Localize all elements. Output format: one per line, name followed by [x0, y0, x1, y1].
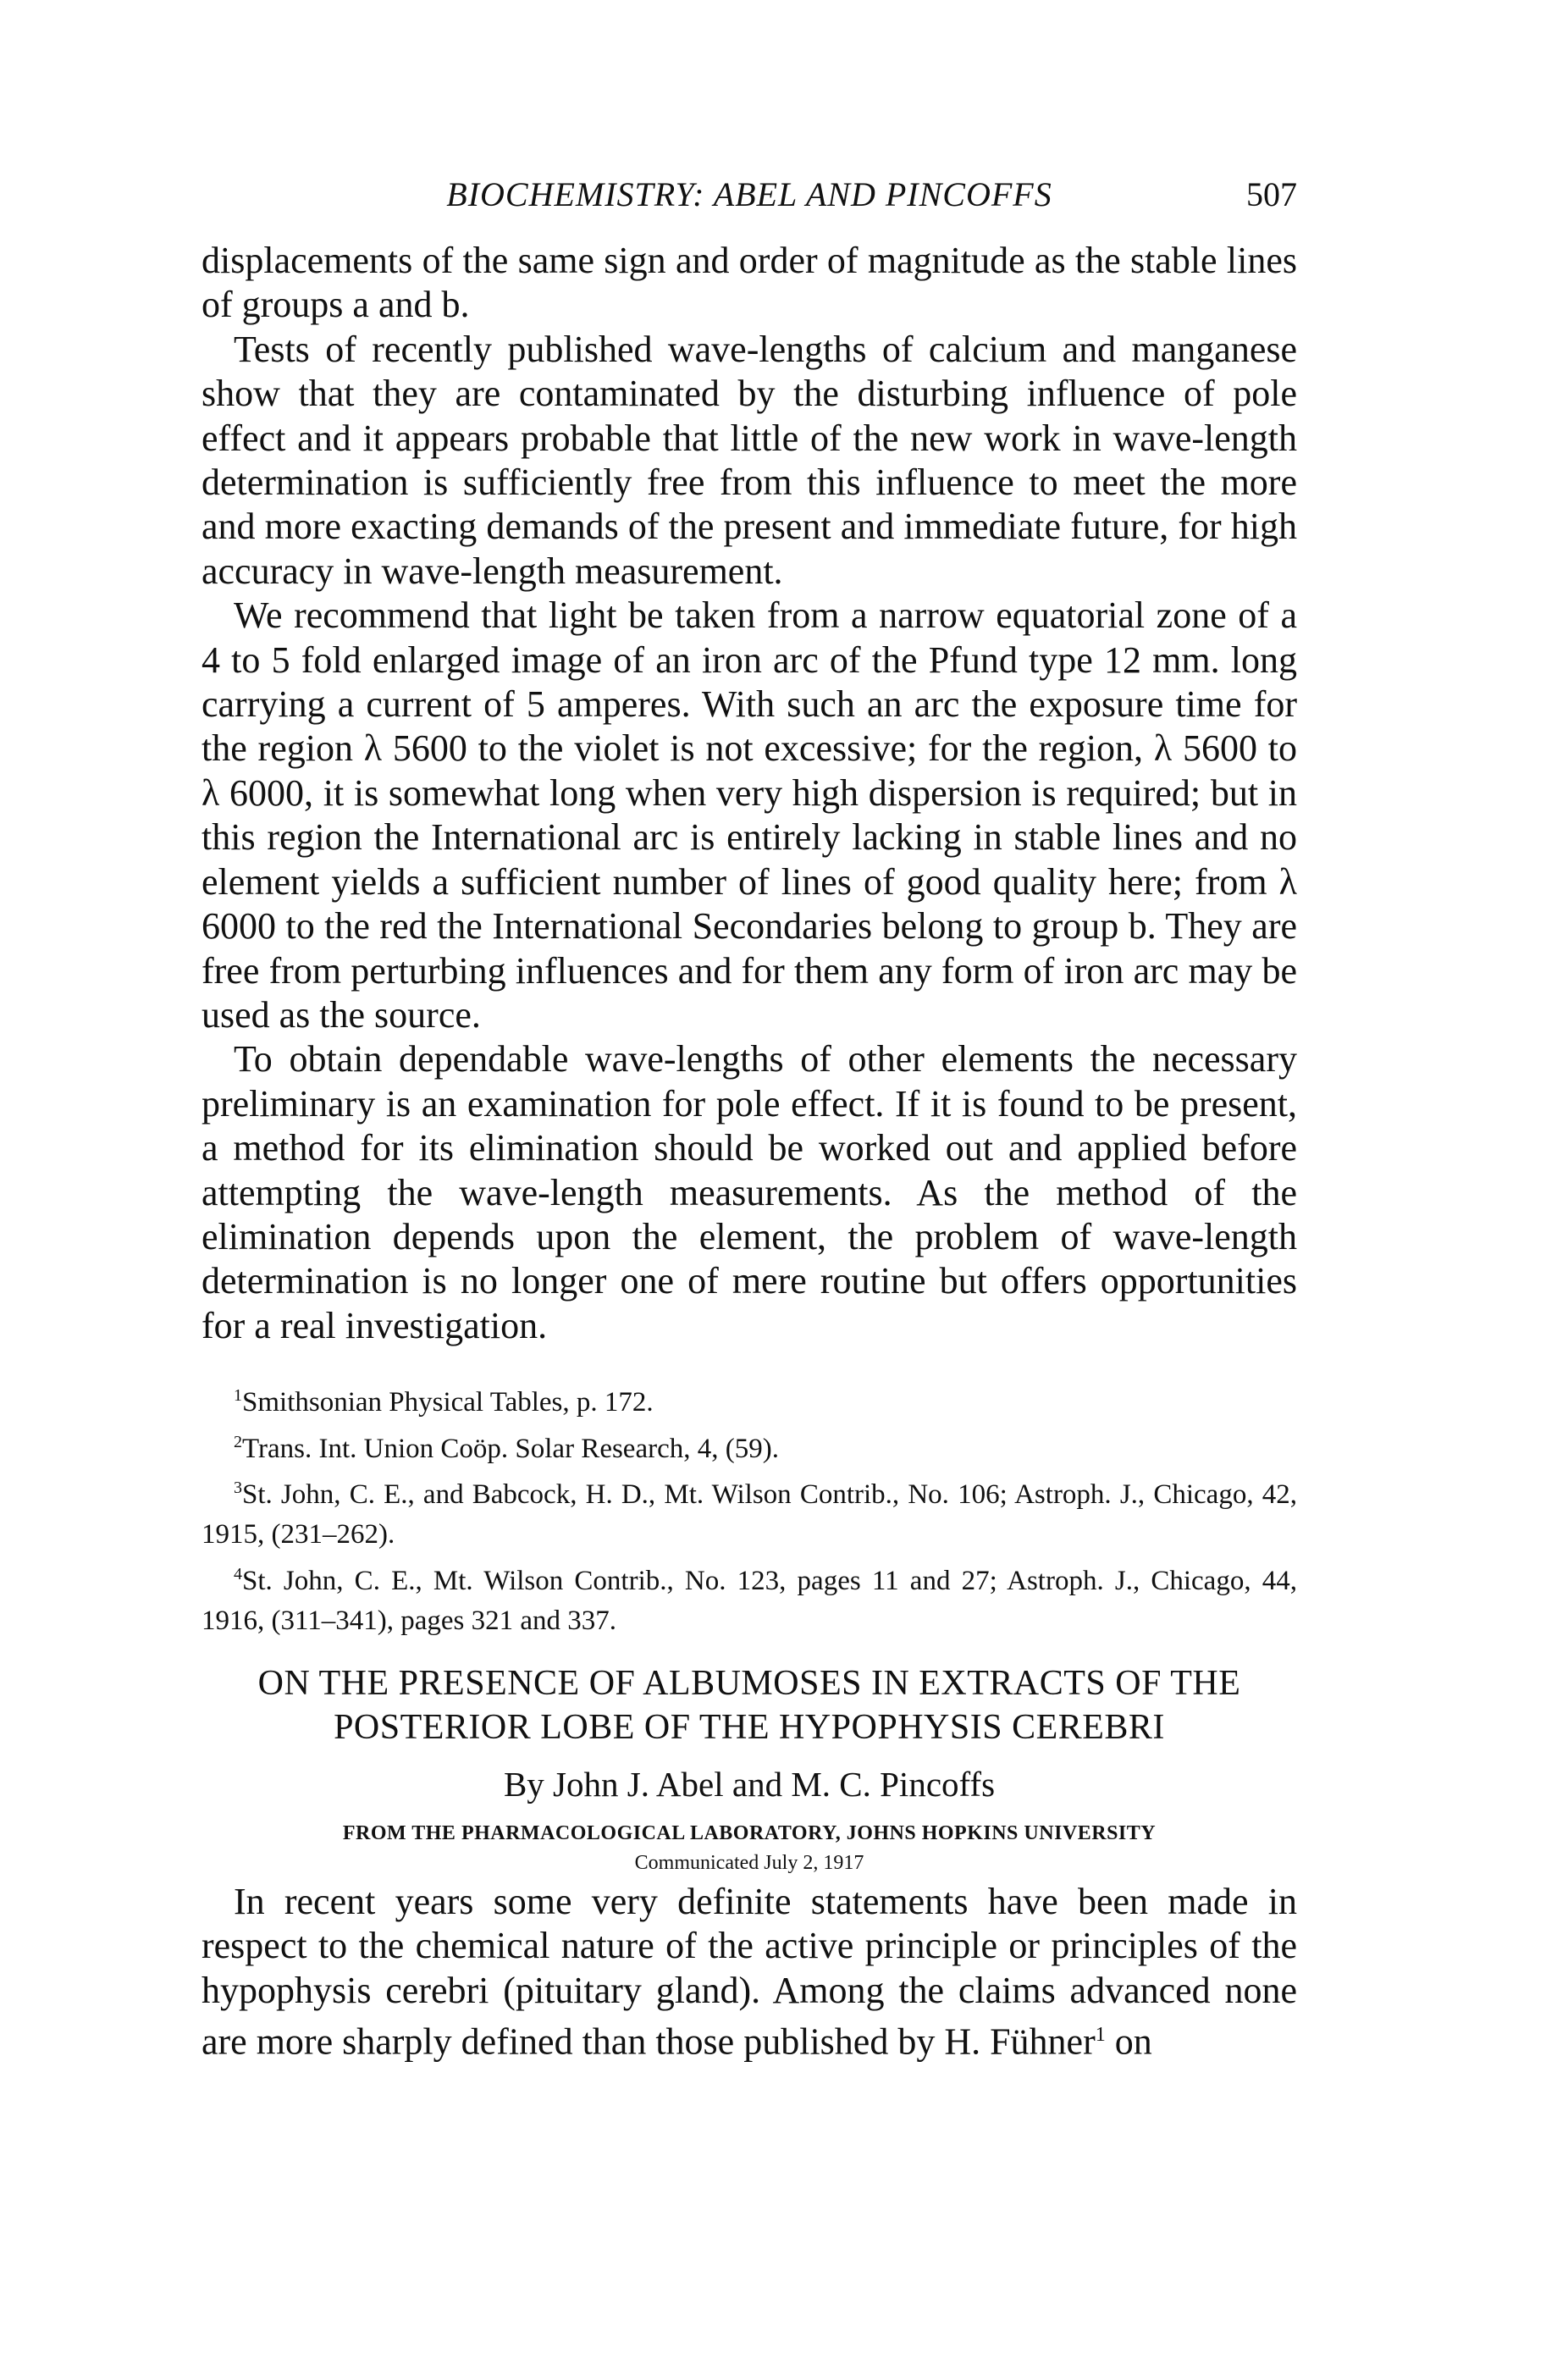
- article-title-line-1: ON THE PRESENCE OF ALBUMOSES IN EXTRACTS OF THE: [257, 1664, 1241, 1703]
- article-title: [202, 1661, 1297, 1749]
- footnotes: [202, 1376, 1297, 1640]
- running-head: BIOCHEMISTRY: ABEL AND PINCOFFS: [446, 175, 1052, 213]
- intro-end: on: [1105, 2020, 1152, 2063]
- footnote-mark: 3: [234, 1478, 242, 1498]
- article-title-line-2: POSTERIOR LOBE OF THE HYPOPHYSIS CEREBRI: [334, 1708, 1165, 1747]
- footnote-ref: 1: [1095, 2024, 1106, 2047]
- paragraph-continuation: displacements of the same sign and order of magnitude as the stable lines of groups a and b.: [202, 240, 1297, 326]
- footnote-text: St. John, C. E., and Babcock, H. D., Mt. Wilson Contrib., No. 106; Astroph. J., Chicago, 42, 1915, (231–262).: [202, 1479, 1297, 1550]
- article-communicated-date: Communicated July 2, 1917: [634, 1852, 864, 1874]
- article-heading: [202, 1661, 1297, 1875]
- previous-article-body: [202, 239, 1297, 1348]
- paragraph-recommendation: We recommend that light be taken from a narrow equatorial zone of a 4 to 5 fold enlarged image of an iron arc of the Pfund type 12 mm. long carrying a current of 5 amperes. With such an arc the exposure time for the region λ 5600 to the violet is not excessive; for the region, λ 5600 to λ 6000, it is somewhat long when very high dispersion is required; but in this region the International arc is entirely lacking in stable lines and no element yields a sufficient number of lines of good quality here; from λ 6000 to the red the International Secondaries belong to group b. They are free from perturbing influences and for them any form of iron arc may be used as the source.: [202, 594, 1297, 1036]
- footnote: [202, 1468, 1297, 1554]
- page-number: 507: [1246, 175, 1297, 213]
- footnote-text: St. John, C. E., Mt. Wilson Contrib., No. 123, pages 11 and 27; Astroph. J., Chicago, 44, 1916, (311–341), pages 321 and 337.: [202, 1565, 1297, 1636]
- footnote: [202, 1376, 1297, 1423]
- footnote-mark: 2: [234, 1432, 242, 1451]
- page-header: [202, 174, 1297, 225]
- article-intro-paragraph: [202, 1880, 1297, 2064]
- footnote: [202, 1555, 1297, 1640]
- intro-text: In recent years some very definite statements have been made in respect to the chemical nature of the active principle or principles of the hypophysis cerebri (pituitary gland). Among the claims advanced none are more sharply defined than those published by H. Fühner: [202, 1881, 1297, 2063]
- footnote-mark: 1: [234, 1386, 242, 1405]
- article-affiliation: FROM THE PHARMACOLOGICAL LABORATORY, JOHNS HOPKINS UNIVERSITY: [342, 1822, 1157, 1844]
- footnote-text: Smithsonian Physical Tables, p. 172.: [242, 1387, 654, 1418]
- article-body: [202, 1880, 1297, 2064]
- footnote: [202, 1423, 1297, 1469]
- footnote-mark: 4: [234, 1564, 242, 1583]
- paragraph-other-elements: To obtain dependable wave-lengths of other elements the necessary preliminary is an examination for pole effect. If it is found to be present, a method for its elimination should be worked out and applied before attempting the wave-length measurements. As the method of the elimination depends upon the element, the problem of wave-length determination is no longer one of mere routine but offers opportunities for a real investigation.: [202, 1038, 1297, 1346]
- paragraph-pole-effect: Tests of recently published wave-lengths of calcium and manganese show that they are contaminated by the disturbing influence of pole effect and it appears probable that little of the new work in wave-length determination is sufficiently free from this influence to meet the more and more exacting demands of the present and immediate future, for high accuracy in wave-length measurement.: [202, 328, 1297, 592]
- article-authors: By John J. Abel and M. C. Pincoffs: [503, 1765, 996, 1804]
- footnote-text: Trans. Int. Union Coöp. Solar Research, 4, (59).: [242, 1433, 779, 1464]
